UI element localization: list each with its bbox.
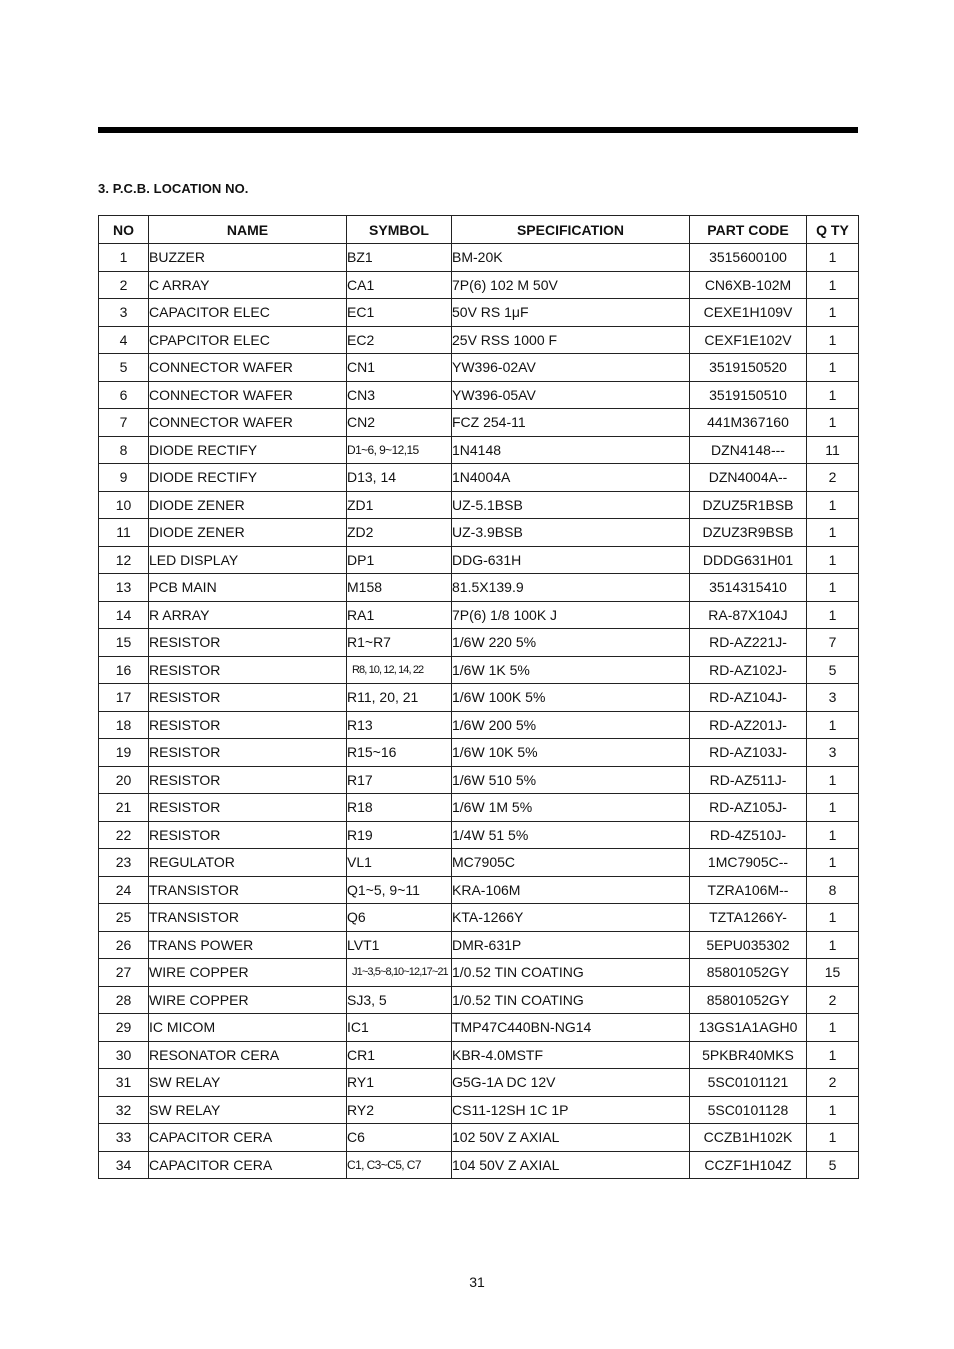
cell-qty: 5 [807,656,859,684]
cell-specification: 1/6W 200 5% [452,711,690,739]
cell-symbol: R19 [347,821,452,849]
cell-part-code: CEXF1E102V [690,326,807,354]
cell-no: 16 [99,656,149,684]
cell-specification: 7P(6) 102 M 50V [452,271,690,299]
cell-symbol: CA1 [347,271,452,299]
cell-name: DIODE ZENER [149,491,347,519]
table-row [99,1096,859,1124]
cell-no: 5 [99,354,149,382]
cell-name: SW RELAY [149,1069,347,1097]
table-row [99,271,859,299]
parts-table [98,215,859,1179]
cell-symbol: R1~R7 [347,629,452,657]
cell-name: LED DISPLAY [149,546,347,574]
cell-qty: 1 [807,766,859,794]
cell-part-code: RD-AZ105J- [690,794,807,822]
cell-symbol: SJ3, 5 [347,986,452,1014]
cell-no: 21 [99,794,149,822]
column-header-part-code: PART CODE [690,216,807,244]
cell-name: DIODE ZENER [149,519,347,547]
cell-part-code: 3519150510 [690,381,807,409]
cell-specification: 1/0.52 TIN COATING [452,959,690,987]
column-header-symbol: SYMBOL [347,216,452,244]
cell-specification: 7P(6) 1/8 100K J [452,601,690,629]
cell-part-code: DZUZ5R1BSB [690,491,807,519]
cell-no: 11 [99,519,149,547]
cell-no: 9 [99,464,149,492]
cell-qty: 1 [807,821,859,849]
cell-part-code: TZRA106M-- [690,876,807,904]
column-header-name: NAME [149,216,347,244]
cell-specification: 50V RS 1μF [452,299,690,327]
table-row [99,766,859,794]
cell-symbol: ZD2 [347,519,452,547]
cell-name: TRANSISTOR [149,876,347,904]
cell-specification: 1/4W 51 5% [452,821,690,849]
cell-specification: 1N4148 [452,436,690,464]
cell-no: 30 [99,1041,149,1069]
cell-part-code: RD-AZ102J- [690,656,807,684]
cell-specification: YW396-05AV [452,381,690,409]
cell-qty: 1 [807,546,859,574]
cell-part-code: 441M367160 [690,409,807,437]
cell-symbol: D13, 14 [347,464,452,492]
cell-name: C ARRAY [149,271,347,299]
cell-qty: 1 [807,299,859,327]
cell-symbol: EC2 [347,326,452,354]
cell-no: 23 [99,849,149,877]
cell-symbol: CN3 [347,381,452,409]
cell-part-code: DZUZ3R9BSB [690,519,807,547]
cell-specification: 1N4004A [452,464,690,492]
cell-part-code: RA-87X104J [690,601,807,629]
cell-symbol: RY1 [347,1069,452,1097]
cell-symbol: D1~6, 9~12,15 [347,436,452,464]
cell-symbol: R15~16 [347,739,452,767]
cell-symbol: CN1 [347,354,452,382]
table-row [99,959,859,987]
cell-qty: 1 [807,491,859,519]
cell-symbol: Q1~5, 9~11 [347,876,452,904]
cell-part-code: RD-AZ511J- [690,766,807,794]
cell-symbol: VL1 [347,849,452,877]
table-row [99,326,859,354]
table-row [99,849,859,877]
cell-part-code: RD-4Z510J- [690,821,807,849]
cell-symbol: R13 [347,711,452,739]
cell-qty: 1 [807,1041,859,1069]
cell-qty: 8 [807,876,859,904]
cell-name: TRANS POWER [149,931,347,959]
table-row [99,629,859,657]
cell-qty: 1 [807,904,859,932]
cell-no: 2 [99,271,149,299]
cell-specification: 1/6W 220 5% [452,629,690,657]
table-row [99,546,859,574]
cell-no: 15 [99,629,149,657]
cell-no: 31 [99,1069,149,1097]
cell-qty: 1 [807,244,859,272]
cell-name: DIODE RECTIFY [149,436,347,464]
cell-no: 3 [99,299,149,327]
cell-part-code: CN6XB-102M [690,271,807,299]
cell-qty: 1 [807,1014,859,1042]
cell-name: TRANSISTOR [149,904,347,932]
cell-no: 4 [99,326,149,354]
cell-name: BUZZER [149,244,347,272]
cell-no: 33 [99,1124,149,1152]
cell-symbol: C6 [347,1124,452,1152]
table-header-row [99,216,859,244]
cell-qty: 1 [807,711,859,739]
cell-specification: KTA-1266Y [452,904,690,932]
cell-qty: 1 [807,1096,859,1124]
table-row [99,1014,859,1042]
cell-part-code: RD-AZ201J- [690,711,807,739]
page-number: 31 [469,1274,485,1290]
cell-no: 17 [99,684,149,712]
cell-symbol: DP1 [347,546,452,574]
cell-no: 14 [99,601,149,629]
column-header-specification: SPECIFICATION [452,216,690,244]
cell-part-code: 3515600100 [690,244,807,272]
cell-specification: 1/6W 10K 5% [452,739,690,767]
cell-no: 19 [99,739,149,767]
cell-part-code: 85801052GY [690,959,807,987]
cell-part-code: 5PKBR40MKS [690,1041,807,1069]
cell-specification: 25V RSS 1000 F [452,326,690,354]
cell-qty: 1 [807,574,859,602]
table-row [99,244,859,272]
cell-specification: UZ-3.9BSB [452,519,690,547]
cell-symbol: R11, 20, 21 [347,684,452,712]
cell-name: CONNECTOR WAFER [149,409,347,437]
table-body [99,244,859,1179]
cell-specification: MC7905C [452,849,690,877]
cell-name: RESISTOR [149,711,347,739]
cell-symbol: BZ1 [347,244,452,272]
cell-name: RESISTOR [149,821,347,849]
cell-qty: 1 [807,849,859,877]
cell-symbol: LVT1 [347,931,452,959]
cell-qty: 11 [807,436,859,464]
cell-no: 25 [99,904,149,932]
cell-qty: 3 [807,684,859,712]
cell-specification: 1/6W 1K 5% [452,656,690,684]
cell-qty: 1 [807,931,859,959]
cell-no: 24 [99,876,149,904]
cell-name: RESISTOR [149,794,347,822]
cell-part-code: 3514315410 [690,574,807,602]
cell-part-code: CCZF1H104Z [690,1151,807,1179]
cell-symbol: CN2 [347,409,452,437]
table-row [99,436,859,464]
cell-name: PCB MAIN [149,574,347,602]
cell-part-code: CEXE1H109V [690,299,807,327]
table-row [99,1151,859,1179]
table-row [99,739,859,767]
table-row [99,931,859,959]
cell-symbol: EC1 [347,299,452,327]
cell-name: CONNECTOR WAFER [149,381,347,409]
cell-qty: 1 [807,381,859,409]
table-row [99,684,859,712]
cell-qty: 1 [807,354,859,382]
table-row [99,656,859,684]
cell-qty: 15 [807,959,859,987]
cell-name: WIRE COPPER [149,986,347,1014]
cell-name: REGULATOR [149,849,347,877]
table-row [99,491,859,519]
table-row [99,299,859,327]
cell-specification: 1/6W 100K 5% [452,684,690,712]
cell-symbol: CR1 [347,1041,452,1069]
cell-name: CPAPCITOR ELEC [149,326,347,354]
cell-specification: 1/6W 1M 5% [452,794,690,822]
cell-part-code: RD-AZ103J- [690,739,807,767]
cell-no: 32 [99,1096,149,1124]
cell-specification: FCZ 254-11 [452,409,690,437]
column-header-no: NO [99,216,149,244]
cell-name: SW RELAY [149,1096,347,1124]
cell-name: IC MICOM [149,1014,347,1042]
cell-part-code: 5SC0101128 [690,1096,807,1124]
cell-specification: 104 50V Z AXIAL [452,1151,690,1179]
cell-qty: 1 [807,601,859,629]
table-row [99,519,859,547]
cell-specification: KBR-4.0MSTF [452,1041,690,1069]
cell-part-code: CCZB1H102K [690,1124,807,1152]
cell-symbol: RA1 [347,601,452,629]
cell-part-code: TZTA1266Y- [690,904,807,932]
cell-no: 22 [99,821,149,849]
cell-specification: 1/0.52 TIN COATING [452,986,690,1014]
cell-no: 27 [99,959,149,987]
cell-name: RESONATOR CERA [149,1041,347,1069]
cell-specification: 102 50V Z AXIAL [452,1124,690,1152]
table-row [99,876,859,904]
cell-no: 8 [99,436,149,464]
cell-name: CONNECTOR WAFER [149,354,347,382]
cell-name: R ARRAY [149,601,347,629]
cell-part-code: DZN4004A-- [690,464,807,492]
cell-no: 12 [99,546,149,574]
cell-no: 20 [99,766,149,794]
cell-name: RESISTOR [149,739,347,767]
table-row [99,1041,859,1069]
cell-name: DIODE RECTIFY [149,464,347,492]
cell-specification: KRA-106M [452,876,690,904]
cell-no: 10 [99,491,149,519]
cell-part-code: 5EPU035302 [690,931,807,959]
cell-symbol: R17 [347,766,452,794]
cell-specification: TMP47C440BN-NG14 [452,1014,690,1042]
table-row [99,904,859,932]
cell-part-code: 1MC7905C-- [690,849,807,877]
cell-qty: 3 [807,739,859,767]
cell-specification: CS11-12SH 1C 1P [452,1096,690,1124]
cell-part-code: RD-AZ221J- [690,629,807,657]
top-rule [98,127,858,133]
cell-name: WIRE COPPER [149,959,347,987]
cell-symbol: R18 [347,794,452,822]
cell-symbol: Q6 [347,904,452,932]
cell-no: 29 [99,1014,149,1042]
cell-name: RESISTOR [149,656,347,684]
cell-specification: DDG-631H [452,546,690,574]
cell-specification: 81.5X139.9 [452,574,690,602]
cell-symbol: J1~3,5~8,10~12,17~21 [347,959,452,987]
cell-specification: UZ-5.1BSB [452,491,690,519]
cell-qty: 2 [807,1069,859,1097]
cell-no: 18 [99,711,149,739]
table-row [99,711,859,739]
table-row [99,794,859,822]
cell-no: 34 [99,1151,149,1179]
cell-qty: 7 [807,629,859,657]
cell-no: 1 [99,244,149,272]
cell-symbol: M158 [347,574,452,602]
table-row [99,1124,859,1152]
cell-specification: BM-20K [452,244,690,272]
cell-name: RESISTOR [149,629,347,657]
cell-specification: 1/6W 510 5% [452,766,690,794]
section-title: 3. P.C.B. LOCATION NO. [98,181,249,196]
cell-qty: 5 [807,1151,859,1179]
cell-part-code: RD-AZ104J- [690,684,807,712]
cell-symbol: IC1 [347,1014,452,1042]
cell-qty: 1 [807,794,859,822]
cell-qty: 1 [807,519,859,547]
cell-qty: 2 [807,464,859,492]
cell-qty: 1 [807,271,859,299]
cell-qty: 1 [807,326,859,354]
cell-symbol: C1, C3~C5, C7 [347,1151,452,1179]
cell-no: 26 [99,931,149,959]
cell-qty: 1 [807,1124,859,1152]
cell-part-code: 13GS1A1AGH0 [690,1014,807,1042]
cell-specification: YW396-02AV [452,354,690,382]
cell-part-code: DZN4148--- [690,436,807,464]
table-row [99,354,859,382]
cell-symbol: ZD1 [347,491,452,519]
table-row [99,381,859,409]
cell-part-code: 3519150520 [690,354,807,382]
cell-no: 6 [99,381,149,409]
cell-name: CAPACITOR CERA [149,1124,347,1152]
table-row [99,464,859,492]
cell-part-code: 85801052GY [690,986,807,1014]
cell-specification: DMR-631P [452,931,690,959]
cell-specification: G5G-1A DC 12V [452,1069,690,1097]
table-row [99,986,859,1014]
column-header-qty: Q TY [807,216,859,244]
table-row [99,409,859,437]
cell-symbol: R8, 10, 12, 14, 22 [347,656,452,684]
cell-part-code: 5SC0101121 [690,1069,807,1097]
cell-name: RESISTOR [149,766,347,794]
table-row [99,601,859,629]
cell-symbol: RY2 [347,1096,452,1124]
cell-part-code: DDDG631H01 [690,546,807,574]
table-row [99,574,859,602]
cell-name: CAPACITOR ELEC [149,299,347,327]
cell-name: CAPACITOR CERA [149,1151,347,1179]
cell-no: 7 [99,409,149,437]
cell-qty: 1 [807,409,859,437]
table-row [99,821,859,849]
cell-qty: 2 [807,986,859,1014]
cell-no: 13 [99,574,149,602]
cell-name: RESISTOR [149,684,347,712]
cell-no: 28 [99,986,149,1014]
table-row [99,1069,859,1097]
